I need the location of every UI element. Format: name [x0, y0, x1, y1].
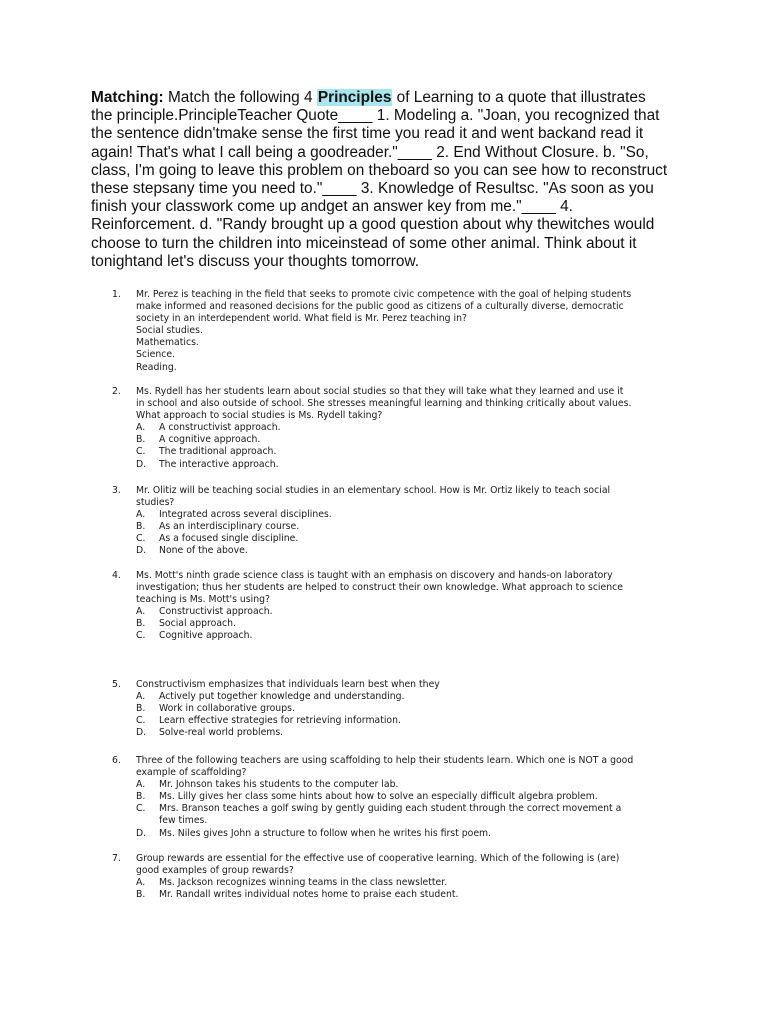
option-text: Ms. Jackson recognizes winning teams in the class newsletter.: [159, 877, 448, 889]
intro-line: Reinforcement. d. "Randy brought up a good question about why thewitches would: [91, 216, 655, 234]
answer-option: [136, 434, 684, 446]
intro-line: the principle.PrincipleTeacher Quote____ 1. Modeling a. "Joan, you recognized that: [91, 107, 660, 125]
answer-option: [136, 828, 684, 840]
option-letter: D.: [136, 545, 147, 557]
answer-option: [136, 630, 684, 642]
answer-option: [136, 889, 684, 901]
option-text: None of the above.: [159, 545, 248, 557]
option-text: Mrs. Branson teaches a golf swing by gently guiding each student through the correct movement a: [159, 803, 622, 815]
question-stem-line: Three of the following teachers are using scaffolding to help their students learn. Which one is NOT a good: [136, 755, 634, 766]
matching-label: Matching:: [91, 89, 164, 106]
option-letter: C.: [136, 533, 146, 545]
answer-option: Science.: [136, 349, 175, 361]
option-text: The traditional approach.: [159, 446, 277, 458]
option-letter: C.: [136, 803, 146, 815]
highlighted-principles: Principles: [317, 89, 392, 106]
question-stem-line: investigation; thus her students are helped to construct their own knowledge. What approach to science: [136, 582, 623, 594]
matching-intro: [91, 89, 691, 271]
question-stem-line: society in an interdependent world. What field is Mr. Perez teaching in?: [136, 313, 467, 325]
intro-text-after: of Learning to a quote that illustrates: [392, 89, 646, 106]
intro-line: finish your classwork come up andget an answer key from me."____ 4.: [91, 198, 573, 216]
question-number: 3.: [112, 485, 121, 496]
option-text: Integrated across several disciplines.: [159, 509, 332, 521]
option-letter: A.: [136, 877, 146, 889]
question-stem-line: example of scaffolding?: [136, 767, 247, 779]
question-body: [136, 853, 684, 901]
question-number: 4.: [112, 570, 121, 581]
answer-option: Mathematics.: [136, 337, 199, 349]
answer-option: [136, 606, 684, 618]
answer-option: [136, 715, 684, 727]
question-body: [136, 755, 684, 840]
question-stem-line: teaching is Ms. Mott's using?: [136, 594, 270, 606]
option-letter: B.: [136, 791, 146, 803]
answer-option: [136, 791, 684, 803]
question-body: [136, 485, 684, 558]
option-letter: D.: [136, 727, 147, 739]
answer-option: Reading.: [136, 361, 177, 373]
option-text: A constructivist approach.: [159, 422, 281, 434]
intro-line: tonightand let's discuss your thoughts tomorrow.: [91, 252, 420, 270]
question-number: 7.: [112, 853, 121, 864]
option-text: Constructivist approach.: [159, 606, 273, 618]
option-letter: D.: [136, 827, 147, 839]
question-stem-line: Mr. Perez is teaching in the field that seeks to promote civic competence with the goal of helping students: [136, 289, 632, 300]
question-stem-line: studies?: [136, 497, 175, 509]
option-letter: C.: [136, 630, 146, 642]
intro-line: [91, 89, 691, 107]
answer-option: [136, 521, 684, 533]
question-stem-line: Group rewards are essential for the effective use of cooperative learning. Which of the following is (are): [136, 853, 620, 864]
option-text: As an interdisciplinary course.: [159, 521, 300, 533]
option-text: Ms. Lilly gives her class some hints about how to solve an especially difficult algebra problem.: [159, 791, 598, 803]
option-letter: B.: [136, 703, 146, 715]
question-stem-line: Mr. Olitiz will be teaching social studies in an elementary school. How is Mr. Ortiz likely to teach social: [136, 485, 611, 496]
intro-line: these stepsany time you need to."____ 3. Knowledge of Resultsc. "As soon as you: [91, 180, 654, 198]
question-body: [136, 679, 684, 739]
option-text: The interactive approach.: [159, 458, 279, 470]
option-text: Mr. Randall writes individual notes home to praise each student.: [159, 889, 459, 901]
option-letter: C.: [136, 715, 146, 727]
option-letter: A.: [136, 606, 146, 618]
option-text: Ms. Niles gives John a structure to follow when he writes his first poem.: [159, 827, 492, 839]
question-stem-line: Ms. Mott's ninth grade science class is taught with an emphasis on discovery and hands-on laboratory: [136, 570, 613, 581]
option-letter: A.: [136, 422, 146, 434]
answer-option: [136, 459, 684, 471]
question-body: [136, 289, 684, 374]
option-text: A cognitive approach.: [159, 434, 261, 446]
answer-option: [136, 727, 684, 739]
question-number: 6.: [112, 755, 121, 766]
option-text: Actively put together knowledge and understanding.: [159, 691, 405, 703]
question-body: [136, 386, 684, 471]
question-number: 2.: [112, 386, 121, 397]
answer-option: [136, 545, 684, 557]
intro-line: choose to turn the children into miceinstead of some other animal. Think about it: [91, 234, 637, 252]
option-letter: B.: [136, 434, 146, 446]
answer-option: [136, 509, 684, 521]
intro-line: class, I'm going to leave this problem on theboard so you can see how to reconstruct: [91, 161, 668, 179]
answer-option: [136, 703, 684, 715]
intro-line: the sentence didn'tmake sense the first time you read it and went backand read it: [91, 125, 644, 143]
option-letter: B.: [136, 521, 146, 533]
answer-option: Social studies.: [136, 325, 203, 337]
question-stem-line: Constructivism emphasizes that individuals learn best when they: [136, 679, 440, 690]
option-letter: A.: [136, 779, 146, 791]
answer-option: [136, 691, 684, 703]
question-stem-line: Ms. Rydell has her students learn about social studies so that they will take what they learned and use it: [136, 386, 624, 397]
question-stem-line: make informed and reasoned decisions for the public good as citizens of a culturally diverse, democratic: [136, 301, 624, 313]
option-text: Social approach.: [159, 618, 236, 630]
answer-option: [136, 779, 684, 791]
option-text: Mr. Johnson takes his students to the computer lab.: [159, 779, 399, 791]
option-letter: D.: [136, 458, 147, 470]
answer-option: [136, 422, 684, 434]
intro-line: again! That's what I call being a goodreader."____ 2. End Without Closure. b. "So,: [91, 143, 649, 161]
option-letter: A.: [136, 691, 146, 703]
answer-option: [136, 877, 684, 889]
question-stem-line: in school and also outside of school. She stresses meaningful learning and thinking critically about values.: [136, 398, 632, 410]
question-number: 5.: [112, 679, 121, 690]
option-text: Work in collaborative groups.: [159, 703, 295, 715]
option-letter: A.: [136, 509, 146, 521]
option-text: As a focused single discipline.: [159, 533, 299, 545]
option-letter: B.: [136, 889, 146, 901]
answer-option: [136, 533, 684, 545]
question-stem-line: good examples of group rewards?: [136, 865, 294, 877]
answer-option: [136, 446, 684, 458]
answer-option: [136, 803, 684, 827]
answer-option: [136, 618, 684, 630]
question-body: [136, 570, 684, 643]
question-stem-line: What approach to social studies is Ms. Rydell taking?: [136, 410, 383, 422]
option-letter: B.: [136, 618, 146, 630]
intro-text-before: Match the following 4: [163, 89, 317, 106]
option-text: Solve-real world problems.: [159, 727, 284, 739]
option-text: Learn effective strategies for retrieving information.: [159, 715, 401, 727]
option-letter: C.: [136, 446, 146, 458]
option-text: Cognitive approach.: [159, 630, 253, 642]
question-number: 1.: [112, 289, 121, 300]
option-text-continued: few times.: [159, 815, 208, 827]
